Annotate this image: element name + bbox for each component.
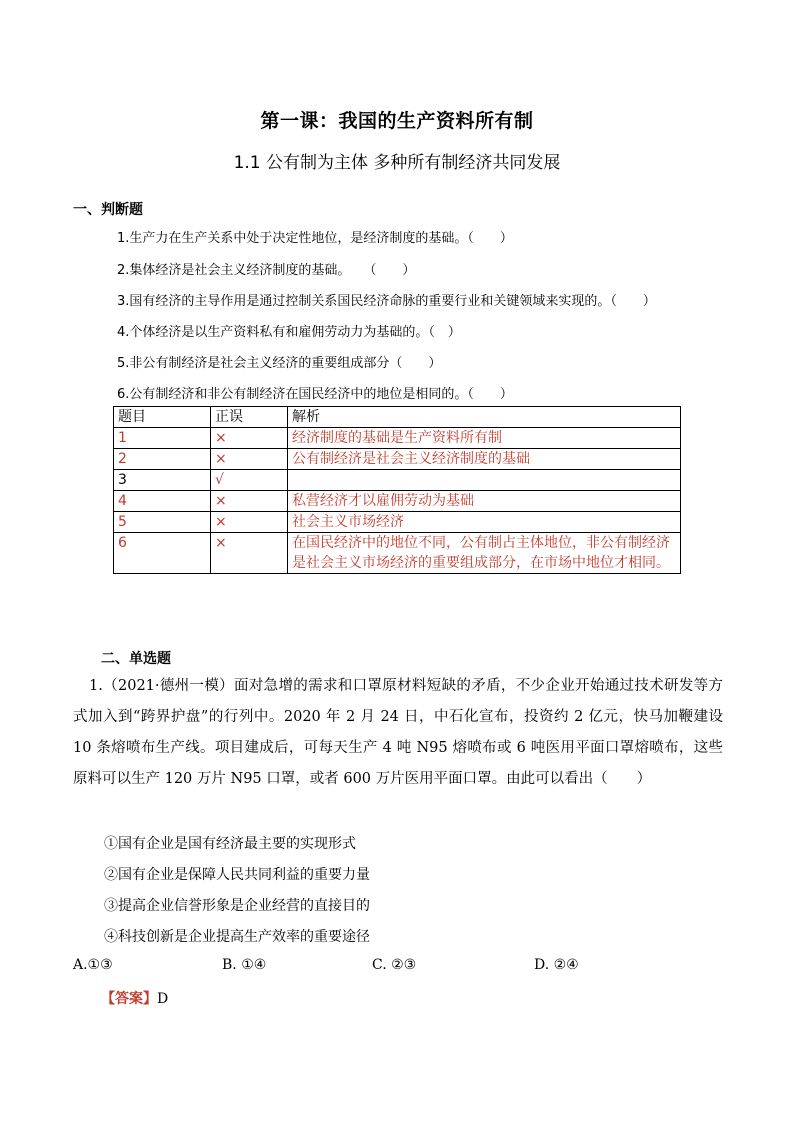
table-row bbox=[114, 533, 681, 574]
question-item: 6.公有制经济和非公有制经济在国民经济中的地位是相同的。（ ） bbox=[117, 387, 513, 402]
row-note: 在国民经济中的地位不同，公有制占主体地位，非公有制经济是社会主义市场经济的重要组成部分，在市场中地位才相同。 bbox=[288, 533, 681, 574]
question-item: 2.集体经济是社会主义经济制度的基础。 （ ） bbox=[117, 263, 416, 278]
row-mark: × bbox=[211, 491, 288, 512]
section-heading-single-choice: 二、单选题 bbox=[101, 651, 171, 667]
row-mark: × bbox=[211, 512, 288, 533]
row-number: 2 bbox=[114, 449, 211, 470]
row-note: 公有制经济是社会主义经济制度的基础 bbox=[288, 449, 681, 470]
table-row bbox=[114, 512, 681, 533]
choice-b: B. ①④ bbox=[222, 957, 267, 973]
row-number: 4 bbox=[114, 491, 211, 512]
table-row bbox=[114, 428, 681, 449]
option-item: ③提高企业信誉形象是企业经营的直接目的 bbox=[104, 898, 370, 914]
row-mark: × bbox=[211, 449, 288, 470]
choice-c: C. ②③ bbox=[372, 957, 417, 973]
choice-d: D. ②④ bbox=[534, 957, 579, 973]
question-item: 4.个体经济是以生产资料私有和雇佣劳动力为基础的。（ ） bbox=[117, 325, 461, 340]
option-item: ①国有企业是国有经济最主要的实现形式 bbox=[104, 836, 356, 852]
answer-label: 【答案】 bbox=[101, 991, 157, 1007]
table-header-row bbox=[114, 407, 681, 428]
question-item: 5.非公有制经济是社会主义经济的重要组成部分（ ） bbox=[117, 356, 442, 371]
answer-line bbox=[101, 988, 168, 1008]
row-mark: × bbox=[211, 533, 288, 574]
row-note: 经济制度的基础是生产资料所有制 bbox=[288, 428, 681, 449]
row-number: 6 bbox=[114, 533, 211, 574]
row-number: 1 bbox=[114, 428, 211, 449]
question-item: 1.生产力在生产关系中处于决定性地位，是经济制度的基础。（ ） bbox=[117, 231, 513, 246]
row-mark: × bbox=[211, 428, 288, 449]
table-row bbox=[114, 491, 681, 512]
row-note: 社会主义市场经济 bbox=[288, 512, 681, 533]
row-note bbox=[288, 470, 681, 491]
table-row bbox=[114, 449, 681, 470]
row-number: 5 bbox=[114, 512, 211, 533]
header-cell-analysis: 解析 bbox=[288, 407, 681, 428]
table-row bbox=[114, 470, 681, 491]
row-note: 私营经济才以雇佣劳动为基础 bbox=[288, 491, 681, 512]
question-stem: 1.（2021·德州一模）面对急增的需求和口罩原材料短缺的矛盾，不少企业开始通过技术研发等方式加入到“跨界护盘”的行列中。2020 年 2 月 24 日，中石化宣布，投资约 2 亿元，快马加鞭建设 10 条熔喷布生产线。项目建成后，可每天生产 4 吨 N95 熔喷布或 6 吨医用平面口罩熔喷布，这些原料可以生产 120 万片 N95 口罩，或者 600 万片医用平面口罩。由此可以看出（ ） bbox=[73, 678, 723, 787]
header-cell-number: 题目 bbox=[114, 407, 211, 428]
choice-a: A.①③ bbox=[73, 957, 113, 973]
answer-table bbox=[113, 406, 681, 574]
page-subtitle: 1.1 公有制为主体 多种所有制经济共同发展 bbox=[233, 153, 561, 173]
row-number: 3 bbox=[114, 470, 211, 491]
header-cell-mark: 正误 bbox=[211, 407, 288, 428]
option-item: ②国有企业是保障人民共同利益的重要力量 bbox=[104, 867, 370, 883]
option-item: ④科技创新是企业提高生产效率的重要途径 bbox=[104, 929, 370, 945]
answer-value: D bbox=[157, 991, 169, 1007]
row-mark: √ bbox=[211, 470, 288, 491]
section-heading-true-false: 一、判断题 bbox=[73, 202, 143, 218]
question-item: 3.国有经济的主导作用是通过控制关系国民经济命脉的重要行业和关键领域来实现的。（ ） bbox=[117, 294, 656, 309]
page-title: 第一课：我国的生产资料所有制 bbox=[260, 110, 534, 132]
